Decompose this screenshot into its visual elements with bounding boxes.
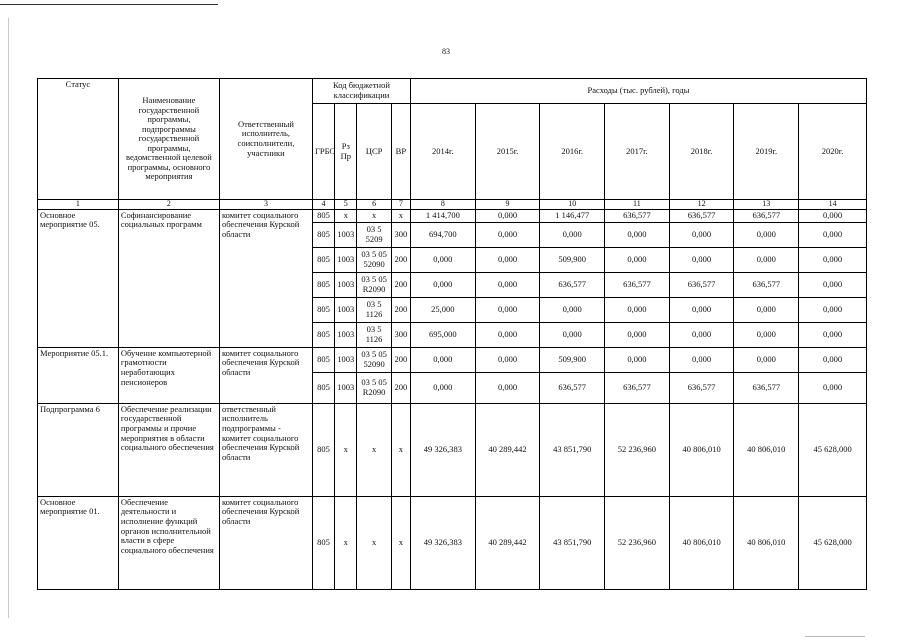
header-year: 2018г. [669, 104, 734, 200]
column-number: 9 [475, 200, 540, 210]
cell-grbs: 805 [312, 247, 334, 272]
cell-amount: 636,577 [669, 272, 734, 297]
column-number: 4 [312, 200, 334, 210]
cell-amount: 0,000 [475, 347, 540, 372]
cell-grbs: 805 [312, 403, 334, 496]
row-name: Обеспечение реализации государственной программы и прочие мероприятия в области социального обеспечения [118, 403, 219, 496]
cell-vr: х [391, 403, 410, 496]
cell-amount: 0,000 [799, 272, 867, 297]
cell-amount: 636,577 [734, 272, 799, 297]
cell-csr: 03 5 05 52090 [357, 247, 391, 272]
cell-grbs: 805 [312, 222, 334, 247]
header-rzpr: Рз Пр [335, 104, 357, 200]
cell-vr: 300 [391, 322, 410, 347]
row-executor: комитет социального обеспечения Курской области [219, 347, 312, 403]
cell-amount: 0,000 [669, 247, 734, 272]
column-number: 5 [335, 200, 357, 210]
column-number: 2 [118, 200, 219, 210]
column-number: 3 [219, 200, 312, 210]
row-name: Обучение компьютерной грамотности неработающих пенсионеров [118, 347, 219, 403]
cell-csr: х [357, 209, 391, 222]
cell-vr: 200 [391, 247, 410, 272]
column-numbers-row [38, 200, 867, 210]
cell-amount: 0,000 [475, 222, 540, 247]
cell-amount: 40 289,442 [475, 403, 540, 496]
budget-table [37, 78, 867, 590]
header-year: 2020г. [799, 104, 867, 200]
cell-amount: 0,000 [734, 222, 799, 247]
row-executor: ответственный исполнитель подпрограммы - комитет социального обеспечения Курской области [219, 403, 312, 496]
header-year: 2017г. [605, 104, 670, 200]
cell-csr: х [357, 403, 391, 496]
cell-amount: 0,000 [475, 247, 540, 272]
header-vr: ВР [391, 104, 410, 200]
cell-amount: 0,000 [799, 297, 867, 322]
header-budget-code: Код бюджетной классификации [312, 79, 410, 104]
row-status: Основное мероприятие 01. [38, 496, 119, 589]
cell-grbs: 805 [312, 322, 334, 347]
cell-amount: 0,000 [734, 297, 799, 322]
header-status: Статус [38, 79, 119, 200]
cell-amount: 0,000 [734, 322, 799, 347]
cell-grbs: 805 [312, 347, 334, 372]
cell-amount: 0,000 [799, 372, 867, 403]
cell-amount: 0,000 [475, 297, 540, 322]
row-status: Мероприятие 05.1. [38, 347, 119, 403]
cell-rzpr: 1003 [335, 272, 357, 297]
cell-amount: 43 851,790 [540, 496, 605, 589]
cell-amount: 0,000 [605, 322, 670, 347]
cell-amount: 0,000 [605, 247, 670, 272]
cell-amount: 0,000 [669, 297, 734, 322]
cell-amount: 49 326,383 [411, 403, 476, 496]
column-number: 7 [391, 200, 410, 210]
cell-amount: 636,577 [605, 272, 670, 297]
cell-amount: 0,000 [475, 272, 540, 297]
cell-rzpr: 1003 [335, 347, 357, 372]
top-rule [0, 4, 218, 5]
cell-vr: х [391, 209, 410, 222]
cell-amount: 509,900 [540, 247, 605, 272]
cell-amount: 0,000 [605, 297, 670, 322]
table-row [38, 403, 867, 496]
cell-amount: 0,000 [540, 322, 605, 347]
header-csr: ЦСР [357, 104, 391, 200]
cell-grbs: 805 [312, 496, 334, 589]
header-grbs: ГРБС [312, 104, 334, 200]
cell-amount: 1 414,700 [411, 209, 476, 222]
cell-vr: 200 [391, 297, 410, 322]
row-name: Софинансирование социальных программ [118, 209, 219, 347]
row-name: Обеспечение деятельности и исполнение функций органов исполнительной власти в сфере социального обеспечения [118, 496, 219, 589]
cell-rzpr: 1003 [335, 222, 357, 247]
row-executor: комитет социального обеспечения Курской области [219, 496, 312, 589]
cell-csr: 03 5 1126 [357, 297, 391, 322]
column-number: 14 [799, 200, 867, 210]
cell-amount: 52 236,960 [605, 496, 670, 589]
table-row [38, 209, 867, 222]
header-executor: Ответственный исполнитель, соисполнители, участники [219, 79, 312, 200]
cell-amount: 636,577 [734, 372, 799, 403]
cell-csr: х [357, 496, 391, 589]
cell-amount: 0,000 [669, 322, 734, 347]
cell-grbs: 805 [312, 272, 334, 297]
cell-csr: 03 5 05 R2090 [357, 372, 391, 403]
cell-vr: х [391, 496, 410, 589]
cell-amount: 0,000 [799, 209, 867, 222]
cell-grbs: 805 [312, 372, 334, 403]
table-row [38, 347, 867, 372]
header-year: 2014г. [411, 104, 476, 200]
cell-amount: 636,577 [540, 372, 605, 403]
cell-amount: 0,000 [734, 347, 799, 372]
cell-amount: 25,000 [411, 297, 476, 322]
cell-amount: 0,000 [475, 372, 540, 403]
cell-amount: 695,000 [411, 322, 476, 347]
cell-vr: 200 [391, 272, 410, 297]
cell-rzpr: х [335, 209, 357, 222]
cell-amount: 40 289,442 [475, 496, 540, 589]
cell-rzpr: 1003 [335, 247, 357, 272]
column-number: 11 [605, 200, 670, 210]
cell-amount: 52 236,960 [605, 403, 670, 496]
cell-amount: 43 851,790 [540, 403, 605, 496]
cell-rzpr: 1003 [335, 372, 357, 403]
cell-rzpr: 1003 [335, 322, 357, 347]
cell-amount: 0,000 [669, 222, 734, 247]
cell-amount: 0,000 [799, 247, 867, 272]
cell-amount: 45 628,000 [799, 496, 867, 589]
column-number: 13 [734, 200, 799, 210]
cell-amount: 40 806,010 [669, 496, 734, 589]
cell-csr: 03 5 5209 [357, 222, 391, 247]
cell-amount: 0,000 [799, 222, 867, 247]
header-row-1 [38, 79, 867, 104]
cell-amount: 0,000 [605, 222, 670, 247]
cell-amount: 636,577 [669, 209, 734, 222]
cell-amount: 0,000 [540, 222, 605, 247]
page-number: 83 [442, 47, 450, 56]
cell-amount: 0,000 [605, 347, 670, 372]
column-number: 10 [540, 200, 605, 210]
cell-amount: 694,700 [411, 222, 476, 247]
cell-amount: 40 806,010 [734, 496, 799, 589]
column-number: 8 [411, 200, 476, 210]
cell-rzpr: х [335, 496, 357, 589]
cell-amount: 0,000 [799, 347, 867, 372]
scan-mark [805, 636, 865, 637]
header-year: 2016г. [540, 104, 605, 200]
cell-amount: 0,000 [411, 347, 476, 372]
cell-amount: 0,000 [475, 209, 540, 222]
cell-amount: 45 628,000 [799, 403, 867, 496]
cell-rzpr: 1003 [335, 297, 357, 322]
cell-amount: 40 806,010 [734, 403, 799, 496]
cell-grbs: 805 [312, 297, 334, 322]
cell-amount: 636,577 [734, 209, 799, 222]
row-status: Основное мероприятие 05. [38, 209, 119, 347]
column-number: 12 [669, 200, 734, 210]
cell-amount: 636,577 [605, 372, 670, 403]
row-status: Подпрограмма 6 [38, 403, 119, 496]
cell-amount: 636,577 [605, 209, 670, 222]
cell-amount: 0,000 [734, 247, 799, 272]
left-margin-line [8, 18, 9, 618]
header-expenses: Расходы (тыс. рублей), годы [411, 79, 867, 104]
header-year: 2015г. [475, 104, 540, 200]
cell-csr: 03 5 1126 [357, 322, 391, 347]
cell-amount: 636,577 [669, 372, 734, 403]
cell-amount: 0,000 [669, 347, 734, 372]
cell-amount: 40 806,010 [669, 403, 734, 496]
cell-csr: 03 5 05 52090 [357, 347, 391, 372]
cell-amount: 0,000 [411, 372, 476, 403]
cell-amount: 49 326,383 [411, 496, 476, 589]
header-year: 2019г. [734, 104, 799, 200]
column-number: 1 [38, 200, 119, 210]
cell-grbs: 805 [312, 209, 334, 222]
header-name: Наименование государственной программы, подпрограммы государственной программы, ведомственной целевой программы, основного мероприятия [118, 79, 219, 200]
cell-amount: 509,900 [540, 347, 605, 372]
cell-amount: 0,000 [475, 322, 540, 347]
cell-amount: 0,000 [411, 272, 476, 297]
cell-amount: 0,000 [411, 247, 476, 272]
cell-amount: 0,000 [799, 322, 867, 347]
cell-vr: 300 [391, 222, 410, 247]
cell-vr: 200 [391, 372, 410, 403]
row-executor: комитет социального обеспечения Курской области [219, 209, 312, 347]
cell-amount: 1 146,477 [540, 209, 605, 222]
cell-rzpr: х [335, 403, 357, 496]
cell-csr: 03 5 05 R2090 [357, 272, 391, 297]
column-number: 6 [357, 200, 391, 210]
cell-amount: 636,577 [540, 272, 605, 297]
cell-amount: 0,000 [540, 297, 605, 322]
cell-vr: 200 [391, 347, 410, 372]
table-row [38, 496, 867, 589]
